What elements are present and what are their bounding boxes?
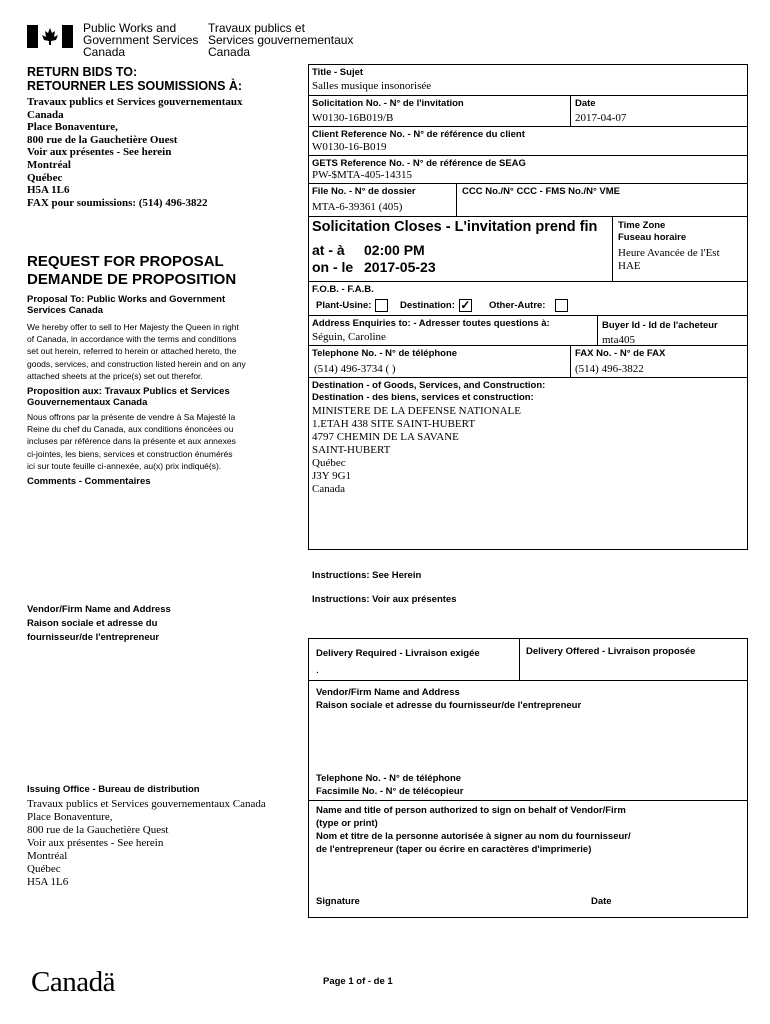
rfp-title: REQUEST FOR PROPOSAL DEMANDE DE PROPOSITION [27, 253, 237, 288]
divider [570, 95, 571, 126]
divider [570, 345, 571, 377]
divider [519, 638, 520, 680]
divider [308, 315, 748, 316]
solicitation-value: W0130-16B019/B [312, 112, 394, 124]
destination-checkbox[interactable] [459, 299, 472, 312]
delivery-required-label: Delivery Required - Livraison exigée [316, 648, 480, 659]
divider [308, 345, 748, 346]
proposal-text-fr: Nous offrons par la présente de vendre à Sa Majesté la Reine du chef du Canada, aux conditions énoncées ou incluses par référence dans la présente et aux annexes ci-jointes, les biens, services et construction énumérés ici sur toute feuille ci-annexée, au(x) prix indiqué(s). [27, 412, 236, 471]
address-enquiries-label: Address Enquiries to: - Adresser toutes questions à: [312, 318, 550, 329]
gets-ref-label: GETS Reference No. - N° de référence de SEAG [312, 158, 526, 169]
other-label: Other-Autre: [489, 299, 568, 312]
date-label: Date [575, 98, 596, 109]
plant-checkbox[interactable] [375, 299, 388, 312]
divider [308, 800, 748, 801]
proposal-to-en: Proposal To: Public Works and Government Services Canada [27, 294, 226, 316]
page-number: Page 1 of - de 1 [323, 976, 393, 987]
instructions-fr: Instructions: Voir aux présentes [312, 594, 457, 605]
buyer-id-label: Buyer Id - Id de l'acheteur [602, 320, 718, 331]
destination-goods-label: Destination - of Goods, Services, and Construction: Destination - des biens, services et construction: [312, 380, 546, 403]
return-bids-address: Travaux publics et Services gouvernementaux Canada Place Bonaventure, 800 rue de la Gauchetière Ouest Voir aux présentes - See herein Montréal Québec H5A 1L6 FAX pour soumissions: (514) 496-3822 [27, 96, 243, 209]
closes-at-label: at - à [312, 242, 345, 258]
other-checkbox[interactable] [555, 299, 568, 312]
signature-date-label: Date [591, 896, 612, 907]
destination-label: Destination: ✓ [400, 298, 471, 312]
divider [308, 155, 748, 156]
gets-ref-value: PW-$MTA-405-14315 [312, 169, 412, 181]
telephone-value: (514) 496-3734 ( ) [314, 363, 396, 375]
proposal-text-en: We hereby offer to sell to Her Majesty the Queen in right of Canada, in accordance with the terms and conditions set out herein, referred to herein or attached hereto, the goods, services, and construction listed herein and on any attached sheets at the price(s) set out therefor. [27, 322, 246, 381]
fax-label: FAX No. - N° de FAX [575, 348, 666, 359]
ccc-no-label: CCC No./N° CCC - FMS No./N° VME [462, 186, 621, 197]
address-enquiries-value: Séguin, Caroline [312, 331, 386, 343]
closes-date: 2017-05-23 [364, 259, 436, 275]
issuing-office-address: Travaux publics et Services gouvernementaux Canada Place Bonaventure, 800 rue de la Gauchetière Quest Voir aux présentes - See herein Montréal Québec H5A 1L6 [27, 798, 266, 888]
checkmark-icon: ✓ [460, 298, 471, 312]
gc-flag-logo [27, 25, 73, 48]
vendor-label-left: Vendor/Firm Name and Address Raison sociale et adresse du fournisseur/de l'entrepreneur [27, 604, 171, 643]
comments-label: Comments - Commentaires [27, 476, 151, 487]
date-value: 2017-04-07 [575, 112, 627, 124]
divider [597, 315, 598, 345]
divider [308, 95, 748, 96]
dept-name-en: Public Works and Government Services Canada [83, 21, 199, 59]
plant-label: Plant-Usine: [316, 299, 388, 312]
divider [308, 216, 748, 217]
divider [308, 126, 748, 127]
divider [308, 183, 748, 184]
canada-wordmark: Canadä [31, 966, 115, 998]
client-ref-value: W0130-16-B019 [312, 141, 387, 153]
divider [612, 216, 613, 281]
closes-on-label: on - le [312, 259, 354, 275]
fob-label: F.O.B. - F.A.B. [312, 284, 374, 295]
client-ref-label: Client Reference No. - N° de référence du client [312, 129, 525, 140]
signature-label: Signature [316, 896, 360, 907]
divider [308, 680, 748, 681]
file-no-label: File No. - N° de dossier [312, 186, 416, 197]
vendor-phone-label: Telephone No. - N° de téléphone Facsimile No. - N° de télécopieur [316, 773, 464, 797]
proposal-to-fr: Proposition aux: Travaux Publics et Services Gouvernementaux Canada [27, 386, 230, 408]
delivery-offered-label: Delivery Offered - Livraison proposée [526, 646, 696, 657]
destination-goods-address: MINISTERE DE LA DEFENSE NATIONALE 1.ETAH 438 SITE SAINT-HUBERT 4797 CHEMIN DE LA SAVANE SAINT-HUBERT Québec J3Y 9G1 Canada [312, 405, 521, 495]
vendor-label-right: Vendor/Firm Name and Address Raison sociale et adresse du fournisseur/de l'entrepreneur [316, 687, 582, 711]
issuing-office-label: Issuing Office - Bureau de distribution [27, 784, 200, 795]
instructions-en: Instructions: See Herein [312, 570, 422, 581]
telephone-label: Telephone No. - N° de téléphone [312, 348, 458, 359]
title-label: Title - Sujet [312, 67, 364, 78]
dept-name-fr: Travaux publics et Services gouvernementaux Canada [208, 21, 354, 59]
divider [308, 377, 748, 378]
time-zone-label: Time Zone Fuseau horaire [618, 220, 687, 243]
fax-value: (514) 496-3822 [575, 363, 644, 375]
time-zone-value: Heure Avancée de l'Est HAE [618, 247, 720, 272]
divider [456, 183, 457, 216]
divider [308, 281, 748, 282]
solicitation-closes-title: Solicitation Closes - L'invitation prend fin [312, 219, 598, 235]
buyer-id-value: mta405 [602, 334, 635, 346]
solicitation-label: Solicitation No. - N° de l'invitation [312, 98, 464, 109]
file-no-value: MTA-6-39361 (405) [312, 201, 403, 213]
closes-time: 02:00 PM [364, 242, 425, 258]
delivery-required-value[interactable]: . [316, 664, 319, 676]
return-bids-title: RETURN BIDS TO: RETOURNER LES SOUMISSIONS À: [27, 65, 243, 93]
authorized-person-label: Name and title of person authorized to sign on behalf of Vendor/Firm (type or print) Nom et titre de la personne autorisée à signer au nom du fournisseur/ de l'entrepreneur (taper ou écrire en caractères d'imprimerie) [316, 805, 631, 855]
title-value: Salles musique insonorisée [312, 80, 432, 92]
